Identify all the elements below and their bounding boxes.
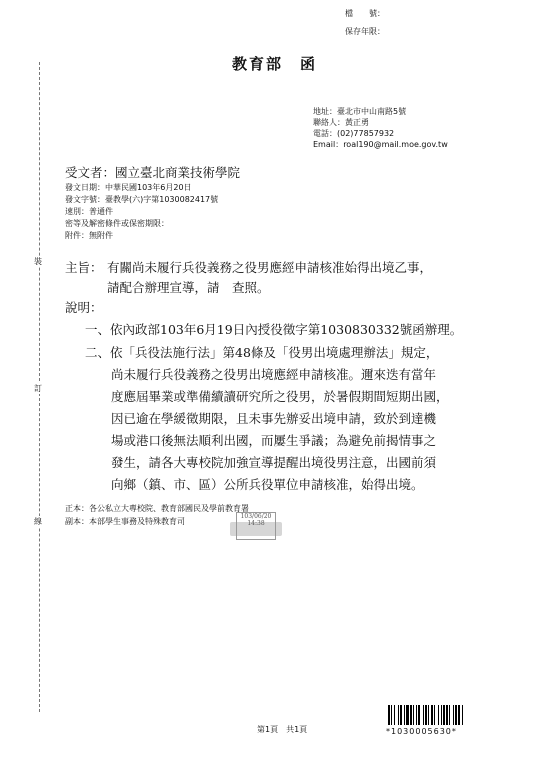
binding-mark-middle: 訂 — [34, 384, 42, 393]
stamp-date: 103/06/20 — [240, 513, 272, 520]
explanation-item-2-line-7: 向鄉（鎮、市、區）公所兵役單位申請核准，始得出境。 — [111, 477, 424, 492]
explanation-item-2-line-4: 因已逾在學緩徵期限，且未事先辦妥出境申請，致於到達機 — [111, 411, 437, 426]
copy-recipients: 副本：本部學生事務及特殊教育司 — [65, 517, 185, 526]
issue-date: 發文日期：中華民國103年6月20日 — [65, 183, 192, 192]
contact-person: 聯絡人：黃正勇 — [313, 118, 369, 127]
subject-line-1: 有關尚未履行兵役義務之役男應經申請核准始得出境乙事， — [107, 260, 433, 275]
file-number-label: 檔 號： — [345, 9, 385, 18]
main-recipients: 正本：各公私立大專校院、教育部國民及學前教育署 — [65, 504, 249, 513]
classification: 密等及解密條件或保密期限： — [65, 219, 169, 228]
explanation-item-2-line-3: 度應屆畢業或準備續讀研究所之役男，於暑假期間短期出國， — [111, 389, 449, 404]
address: 地址：臺北市中山南路5號 — [313, 107, 407, 116]
explanation-item-2-line-6: 發生，請各大專校院加強宣導提醒出境役男注意，出國前須 — [111, 455, 437, 470]
explanation-label: 說明： — [65, 300, 103, 315]
page-number: 第1頁 共1頁 — [257, 725, 308, 734]
document-title: 教育部 函 — [232, 55, 318, 73]
binding-mark-bottom: 線 — [34, 517, 42, 526]
explanation-item-2-line-5: 場或港口後無法順利出國，而屢生爭議；為避免前揭情事之 — [111, 433, 437, 448]
explanation-item-2-line-1: 二、依「兵役法施行法」第48條及「役男出境處理辦法」規定， — [85, 345, 439, 360]
subject-label: 主旨： — [65, 260, 103, 275]
retention-period-label: 保存年限： — [345, 27, 385, 36]
explanation-item-2-line-2: 尚未履行兵役義務之役男出境應經申請核准。邇來迭有當年 — [111, 367, 437, 382]
barcode-text: *1030005630* — [386, 727, 457, 736]
barcode-icon — [388, 705, 492, 725]
date-stamp — [236, 512, 276, 540]
email: Email：roal190@mail.moe.gov.tw — [313, 140, 448, 149]
subject-line-2: 請配合辦理宣導，請 查照。 — [107, 280, 270, 295]
stamp-time: 14:38 — [247, 520, 265, 527]
document-number: 發文字號：臺教學(六)字第1030082417號 — [65, 195, 219, 204]
recipient: 受文者：國立臺北商業技術學院 — [65, 165, 241, 180]
explanation-item-1: 一、依內政部103年6月19日內授役徵字第1030830332號函辦理。 — [85, 322, 463, 337]
binding-mark-top: 裝 — [34, 257, 42, 266]
phone: 電話：(02)77857932 — [313, 129, 395, 138]
attachment: 附件：無附件 — [65, 231, 113, 240]
delivery-speed: 速別：普通件 — [65, 207, 113, 216]
